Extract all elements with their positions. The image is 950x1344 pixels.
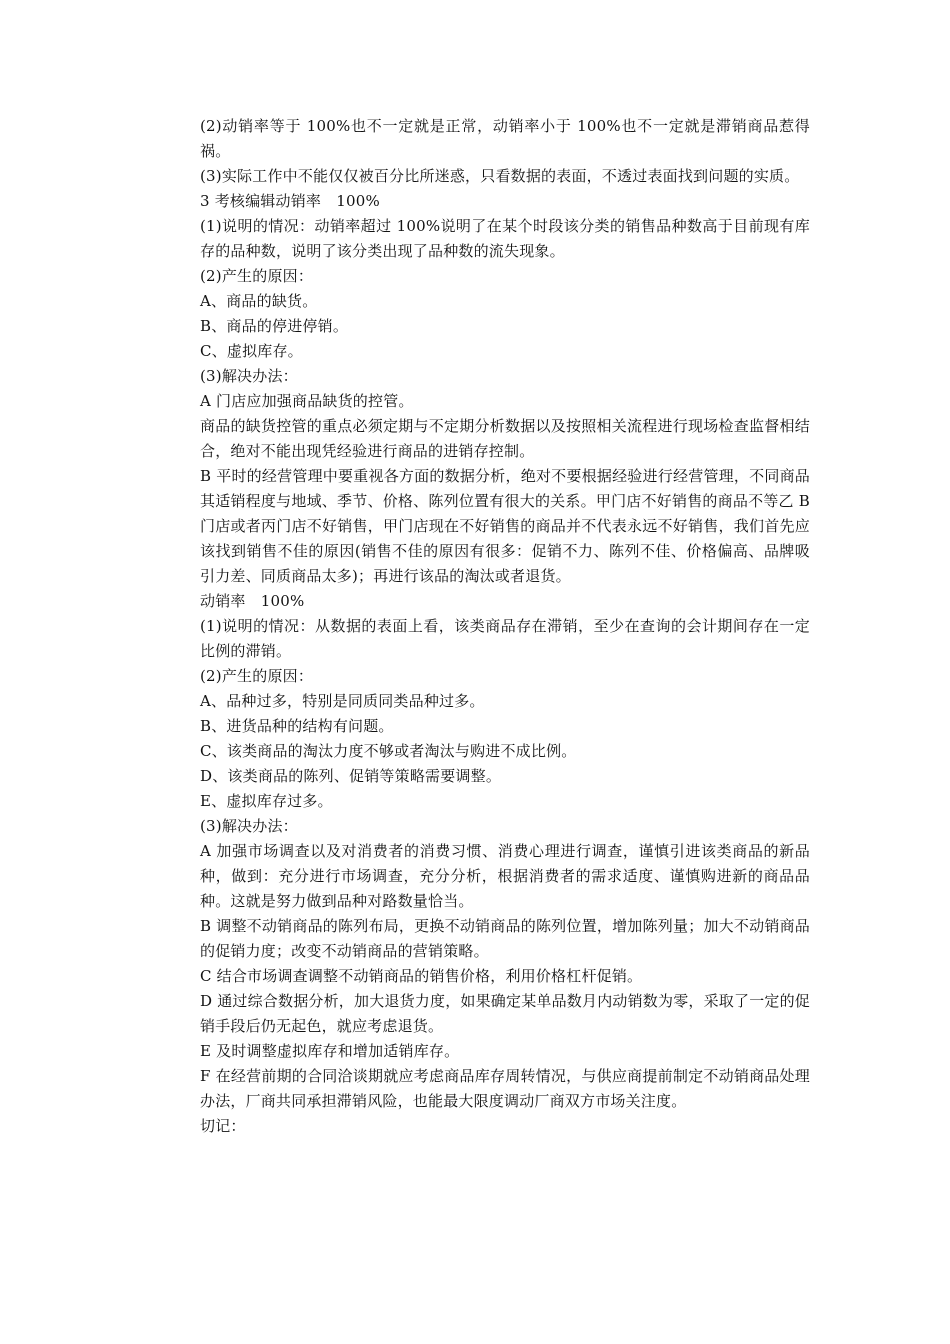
- subheading: (2)产生的原因：: [200, 267, 314, 285]
- document-page: [200, 114, 810, 1139]
- list-item: B、进货品种的结构有问题。: [200, 717, 394, 735]
- list-item: A、商品的缺货。: [200, 292, 318, 310]
- list-item: C、虚拟库存。: [200, 342, 303, 360]
- paragraph: 切记：: [200, 1117, 246, 1135]
- subheading: (3)解决办法：: [200, 817, 298, 835]
- paragraph: (2)动销率等于 100%也不一定就是正常，动销率小于 100%也不一定就是滞销商品惹得祸。: [200, 117, 810, 160]
- paragraph: B 平时的经营管理中要重视各方面的数据分析，绝对不要根据经验进行经营管理，不同商品其适销程度与地域、季节、价格、陈列位置有很大的关系。甲门店不好销售的商品不等乙 B 门店或者丙门店不好销售，甲门店现在不好销售的商品并不代表永远不好销售，我们首先应该找到销售不佳的原因(销售不佳的原因有很多：促销不力、陈列不佳、价格偏高、品牌吸引力差、同质商品太多)；再进行该品的淘汰或者退货。: [200, 467, 810, 585]
- paragraph: (1)说明的情况：从数据的表面上看，该类商品存在滞销，至少在查询的会计期间存在一定比例的滞销。: [200, 617, 810, 660]
- section-heading: 动销率 100%: [200, 592, 305, 610]
- paragraph: C 结合市场调查调整不动销商品的销售价格，利用价格杠杆促销。: [200, 967, 643, 985]
- list-item: A、品种过多，特别是同质同类品种过多。: [200, 692, 485, 710]
- paragraph: D 通过综合数据分析，加大退货力度，如果确定某单品数月内动销数为零，采取了一定的促销手段后仍无起色，就应考虑退货。: [200, 992, 810, 1035]
- paragraph: 商品的缺货控管的重点必须定期与不定期分析数据以及按照相关流程进行现场检查监督相结合，绝对不能出现凭经验进行商品的进销存控制。: [200, 417, 810, 460]
- list-item: B、商品的停进停销。: [200, 317, 349, 335]
- paragraph: A 加强市场调查以及对消费者的消费习惯、消费心理进行调查，谨慎引进该类商品的新品种，做到：充分进行市场调查，充分分析，根据消费者的需求适度、谨慎购进新的商品品种。这就是努力做到品种对路数量恰当。: [200, 842, 810, 910]
- list-item: C、该类商品的淘汰力度不够或者淘汰与购进不成比例。: [200, 742, 577, 760]
- paragraph: (1)说明的情况：动销率超过 100%说明了在某个时段该分类的销售品种数高于目前现有库存的品种数，说明了该分类出现了品种数的流失现象。: [200, 217, 810, 260]
- paragraph: F 在经营前期的合同洽谈期就应考虑商品库存周转情况，与供应商提前制定不动销商品处理办法，厂商共同承担滞销风险，也能最大限度调动厂商双方市场关注度。: [200, 1067, 810, 1110]
- list-item: A 门店应加强商品缺货的控管。: [200, 392, 414, 410]
- list-item: D、该类商品的陈列、促销等策略需要调整。: [200, 767, 502, 785]
- paragraph: B 调整不动销商品的陈列布局，更换不动销商品的陈列位置，增加陈列量；加大不动销商品的促销力度；改变不动销商品的营销策略。: [200, 917, 810, 960]
- subheading: (2)产生的原因：: [200, 667, 314, 685]
- paragraph: E 及时调整虚拟库存和增加适销库存。: [200, 1042, 460, 1060]
- list-item: E、虚拟库存过多。: [200, 792, 333, 810]
- paragraph: (3)实际工作中不能仅仅被百分比所迷惑，只看数据的表面，不透过表面找到问题的实质。: [200, 167, 800, 185]
- section-heading: 3 考核编辑动销率 100%: [200, 192, 380, 210]
- subheading: (3)解决办法：: [200, 367, 298, 385]
